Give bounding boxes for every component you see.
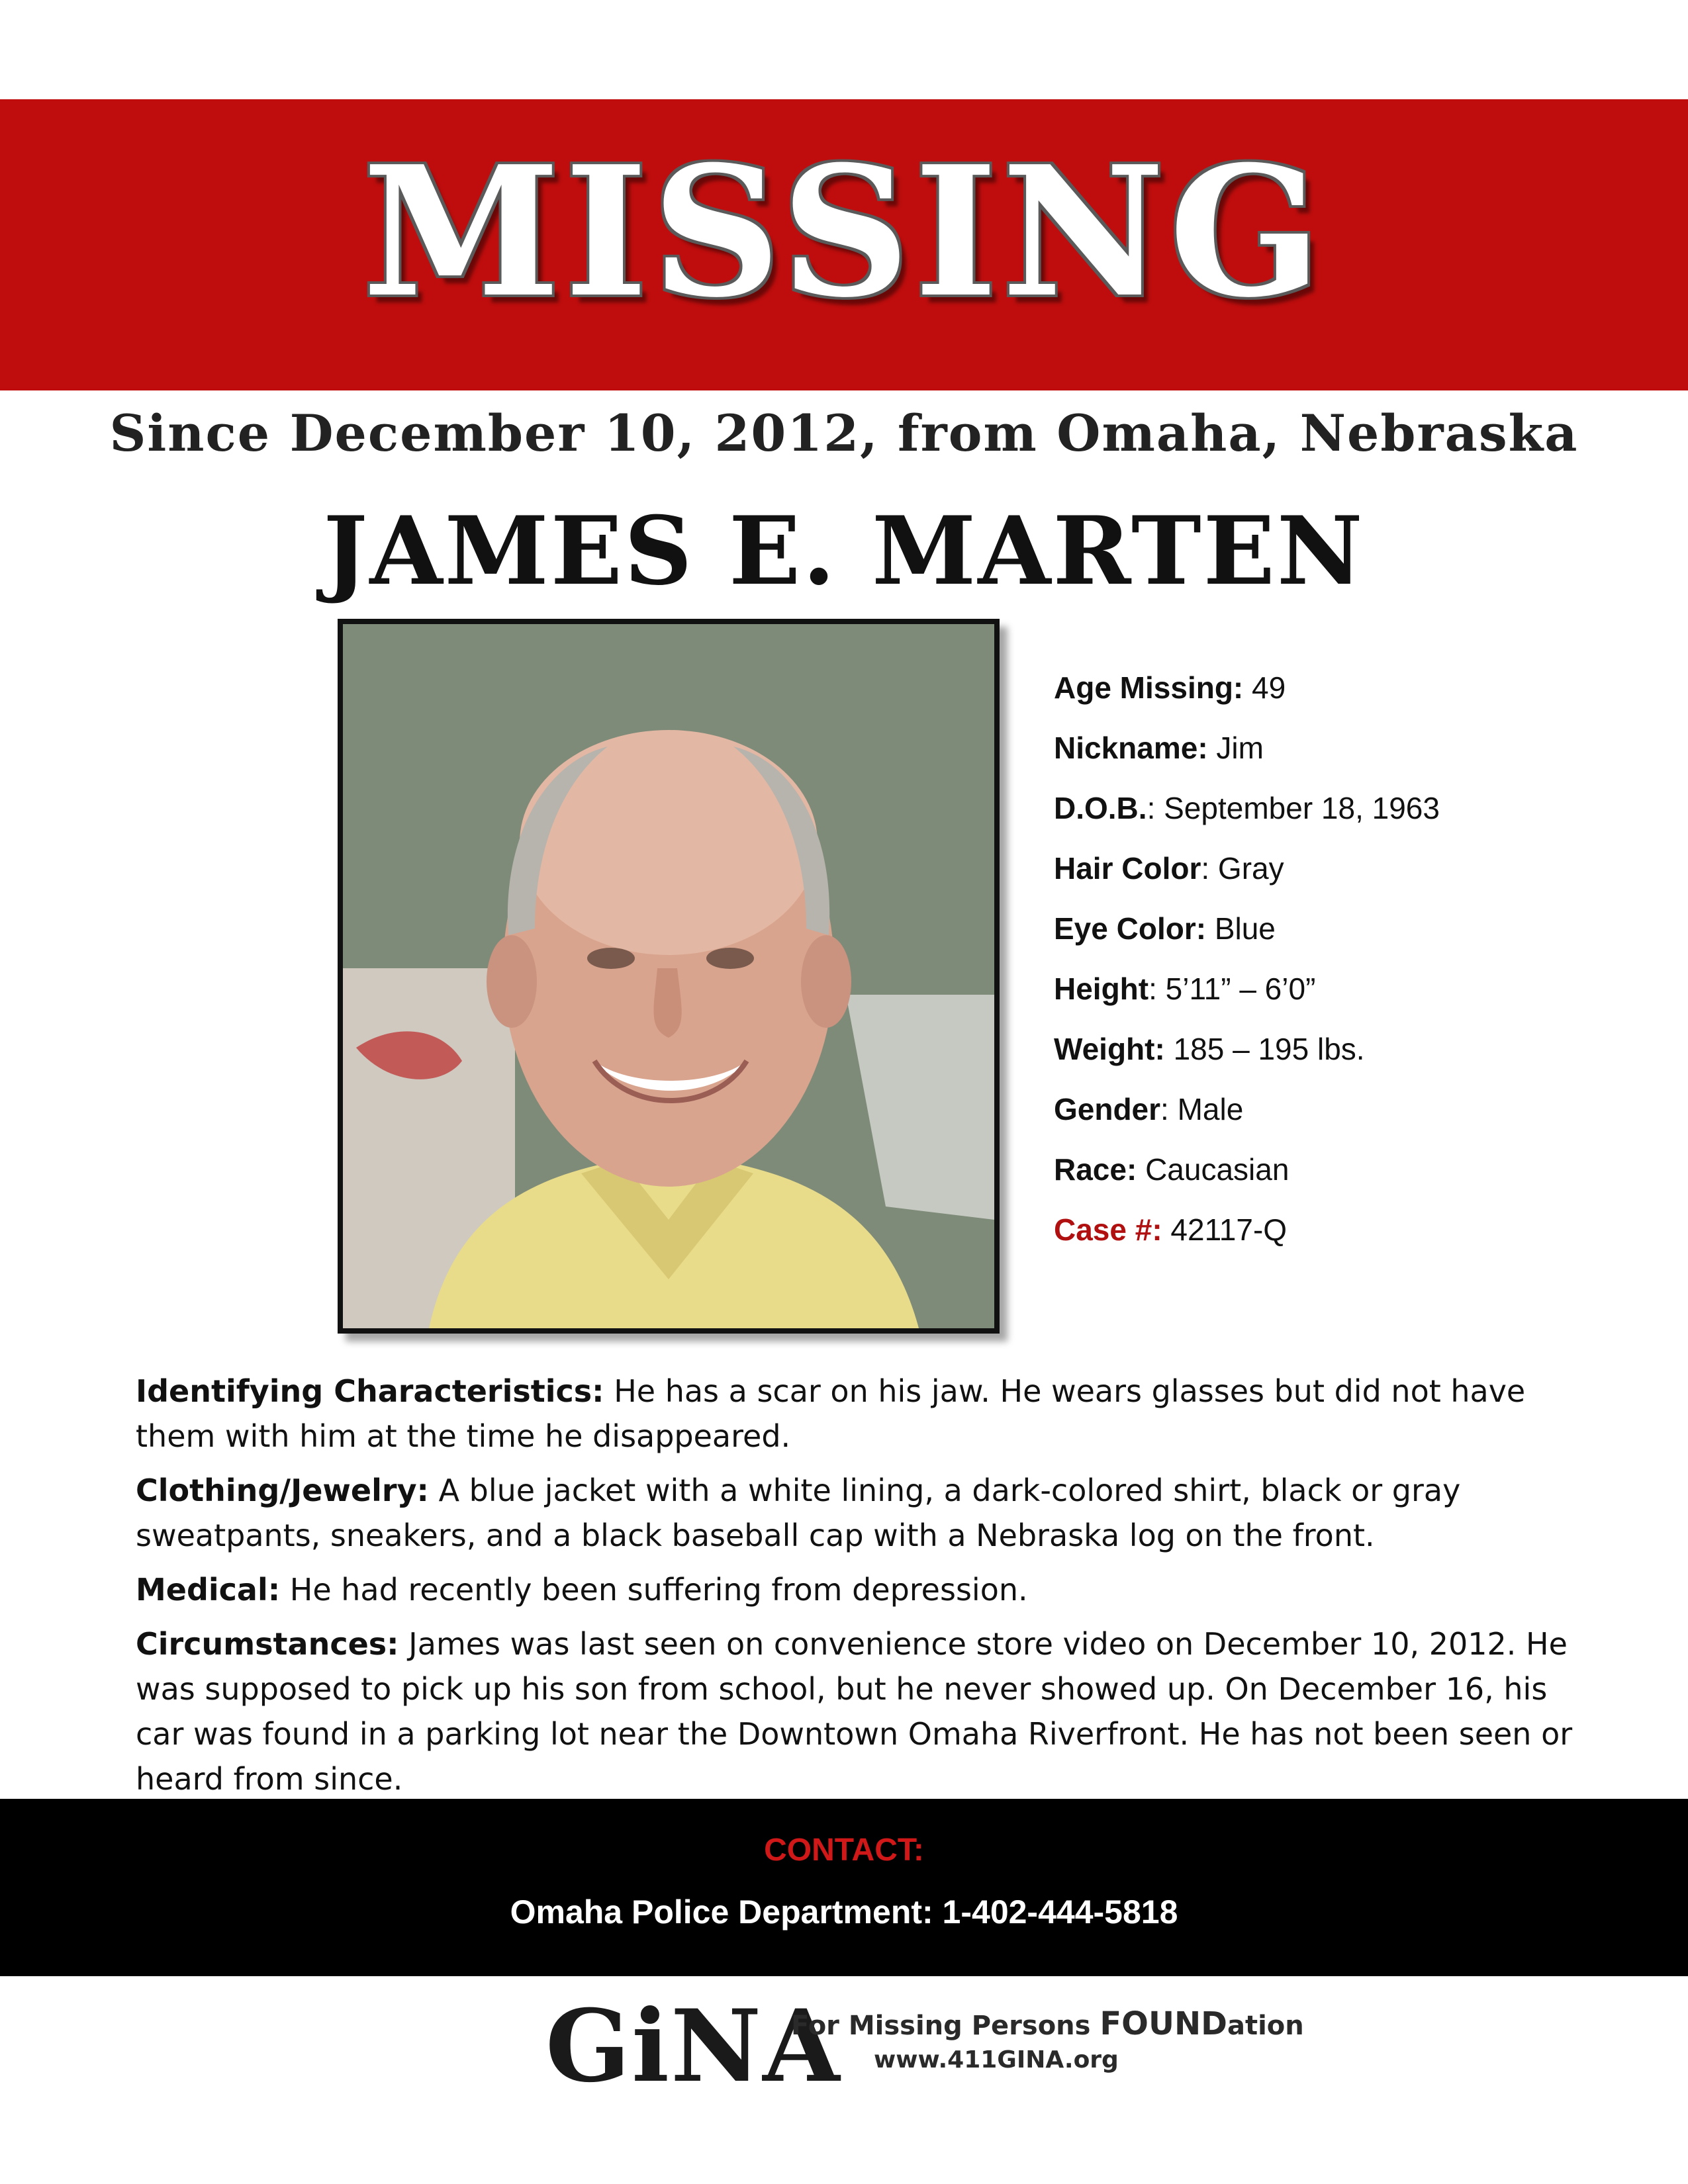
- person-name: JAMES E. MARTEN: [323, 496, 1365, 606]
- detail-text: He had recently been suffering from depression.: [280, 1572, 1028, 1608]
- gina-logo: GiNA: [545, 1988, 841, 2105]
- fact-value: Jim: [1207, 731, 1264, 765]
- fact-value: : September 18, 1963: [1147, 791, 1440, 825]
- details-section: [136, 1369, 1592, 1811]
- detail-text: James was last seen on convenience store video on December 10, 2012. He was supposed to pick up his son from school, but he never showed up. On December 16, his car was found in a parking lot near the Downtown Omaha Riverfront. He has not been seen or heard from since.: [136, 1626, 1573, 1797]
- fact-label: Nickname:: [1054, 731, 1208, 765]
- fact-label: Case #:: [1054, 1212, 1162, 1247]
- fact-label: Height: [1054, 972, 1149, 1006]
- contact-label: CONTACT:: [764, 1833, 924, 1868]
- person-photo: [338, 619, 1000, 1334]
- fact-value: : Gray: [1201, 851, 1284, 886]
- fact-label: Age Missing:: [1054, 670, 1244, 705]
- fact-weight: [1054, 1031, 1650, 1091]
- fact-label: Race:: [1054, 1152, 1137, 1187]
- gina-website: www.411GINA.org: [874, 2046, 1119, 2073]
- detail-label: Circumstances:: [136, 1626, 399, 1662]
- detail-text: A blue jacket with a white lining, a dark-colored shirt, black or gray sweatpants, sneakers, and a black baseball cap with a Nebraska log on the front.: [136, 1473, 1461, 1553]
- detail-text: He has a scar on his jaw. He wears glasses but did not have them with him at the time he disappeared.: [136, 1373, 1526, 1454]
- facts-list: [1054, 670, 1650, 1272]
- identifying-characteristics: [136, 1369, 1592, 1459]
- detail-label: Clothing/Jewelry:: [136, 1473, 429, 1508]
- missing-title: MISSING: [362, 126, 1326, 337]
- fact-hair-color: [1054, 850, 1650, 911]
- fact-label: Hair Color: [1054, 851, 1201, 886]
- fact-value: 185 – 195 lbs.: [1164, 1032, 1365, 1066]
- tagline-found: FOUND: [1100, 2005, 1227, 2042]
- detail-label: Identifying Characteristics:: [136, 1373, 604, 1409]
- fact-gender: [1054, 1091, 1650, 1152]
- fact-value: Blue: [1206, 911, 1276, 946]
- contact-bar: [0, 1799, 1688, 1976]
- medical: [136, 1567, 1592, 1612]
- fact-height: [1054, 971, 1650, 1031]
- fact-value: 49: [1243, 670, 1286, 705]
- fact-race: [1054, 1152, 1650, 1212]
- fact-nickname: [1054, 730, 1650, 790]
- fact-label: Eye Color:: [1054, 911, 1207, 946]
- tagline-prefix: For Missing Persons: [791, 2011, 1100, 2041]
- fact-label: D.O.B.: [1054, 791, 1147, 825]
- fact-dob: [1054, 790, 1650, 850]
- fact-value: 42117-Q: [1162, 1212, 1288, 1247]
- fact-label: Weight:: [1054, 1032, 1165, 1066]
- fact-label: Gender: [1054, 1092, 1161, 1126]
- contact-phone: Omaha Police Department: 1-402-444-5818: [510, 1893, 1178, 1931]
- fact-eye-color: [1054, 911, 1650, 971]
- fact-value: : 5’11” – 6’0”: [1149, 972, 1316, 1006]
- detail-label: Medical:: [136, 1572, 281, 1608]
- fact-value: : Male: [1160, 1092, 1244, 1126]
- fact-value: Caucasian: [1137, 1152, 1289, 1187]
- fact-case-number: [1054, 1212, 1650, 1272]
- since-line: Since December 10, 2012, from Omaha, Nebraska: [109, 404, 1579, 463]
- clothing-jewelry: [136, 1468, 1592, 1558]
- tagline-suffix: ation: [1227, 2011, 1304, 2041]
- circumstances: [136, 1621, 1592, 1801]
- portrait-illustration: [343, 624, 994, 1328]
- gina-tagline: [791, 2005, 1304, 2042]
- fact-age-missing: [1054, 670, 1650, 730]
